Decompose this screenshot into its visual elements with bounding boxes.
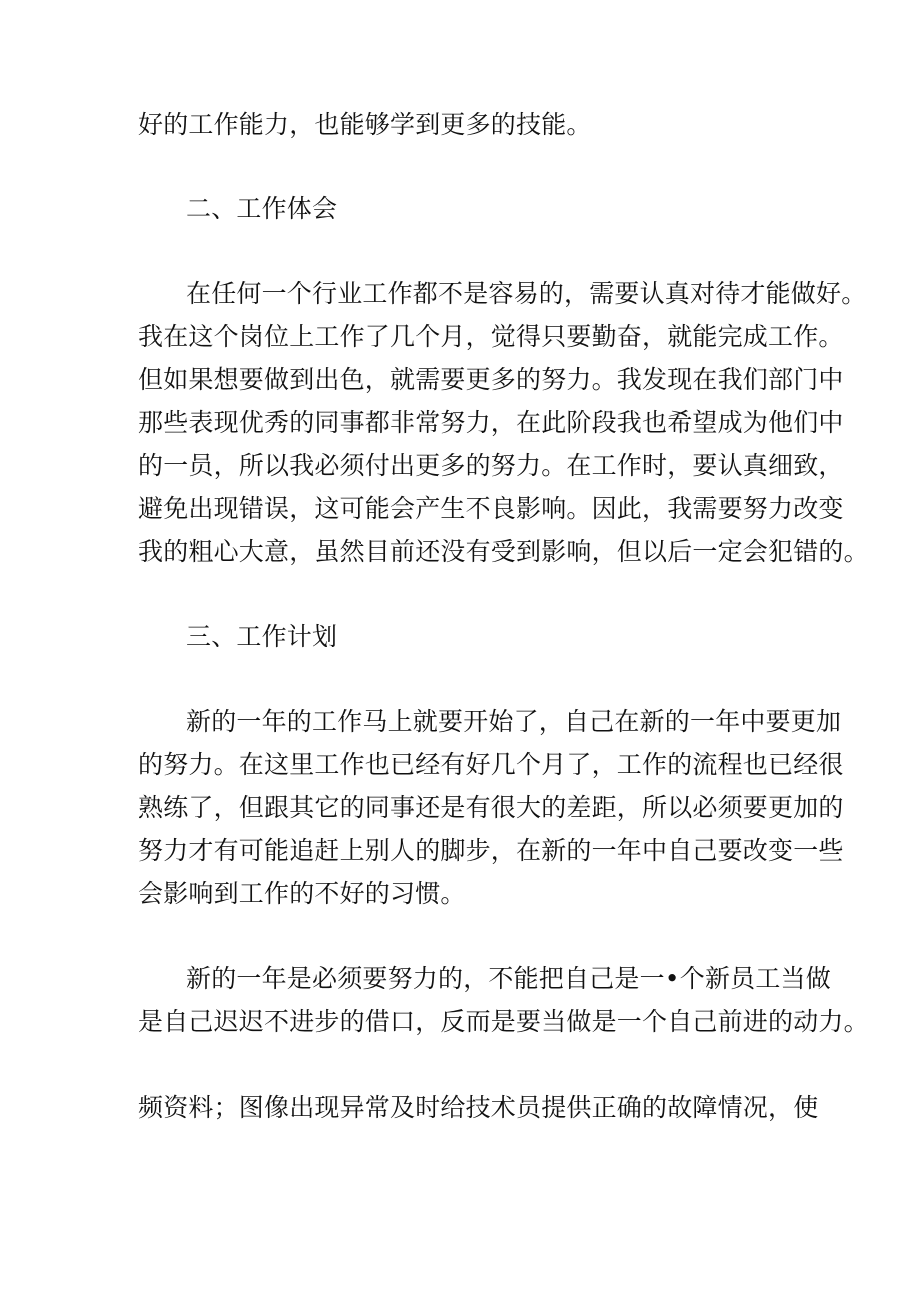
paragraph-line: 新的一年的工作马上就要开始了，自己在新的一年中要更加 bbox=[186, 707, 842, 736]
paragraph-line: 但如果想要做到出色，就需要更多的努力。我发现在我们部门中 bbox=[138, 365, 844, 394]
section-heading-work-experience: 二、工作体会 bbox=[186, 194, 338, 223]
paragraph-line: 的一员，所以我必须付出更多的努力。在工作时，要认真细致， bbox=[138, 451, 844, 480]
paragraph-line: 我的粗心大意，虽然目前还没有受到影响，但以后一定会犯错的。 bbox=[138, 537, 869, 566]
paragraph-line: 会影响到工作的不好的习惯。 bbox=[138, 879, 466, 908]
section-heading-work-plan: 三、工作计划 bbox=[186, 622, 338, 651]
paragraph-line: 我在这个岗位上工作了几个月，觉得只要勤奋，就能完成工作。 bbox=[138, 322, 844, 351]
paragraph-line: 在任何一个行业工作都不是容易的，需要认真对待才能做好。 bbox=[186, 279, 867, 308]
intro-tail-line: 好的工作能力，也能够学到更多的技能。 bbox=[138, 110, 592, 139]
trailing-fragment-line: 频资料；图像出现异常及时给技术员提供正确的故障情况，使 bbox=[138, 1093, 819, 1122]
paragraph-line: 的努力。在这里工作也已经有好几个月了，工作的流程也已经很 bbox=[138, 750, 844, 779]
paragraph-line: 避免出现错误，这可能会产生不良影响。因此，我需要努力改变 bbox=[138, 494, 844, 523]
paragraph-line: 那些表现优秀的同事都非常努力，在此阶段我也希望成为他们中 bbox=[138, 408, 844, 437]
paragraph-line: 熟练了，但跟其它的同事还是有很大的差距，所以必须要更加的 bbox=[138, 793, 844, 822]
paragraph-line: 努力才有可能追赶上别人的脚步，在新的一年中自己要改变一些 bbox=[138, 836, 844, 865]
paragraph-line: 是自己迟迟不进步的借口，反而是要当做是一个自己前进的动力。 bbox=[138, 1007, 869, 1036]
paragraph-line: 新的一年是必须要努力的，不能把自己是一•个新员工当做 bbox=[186, 964, 831, 993]
